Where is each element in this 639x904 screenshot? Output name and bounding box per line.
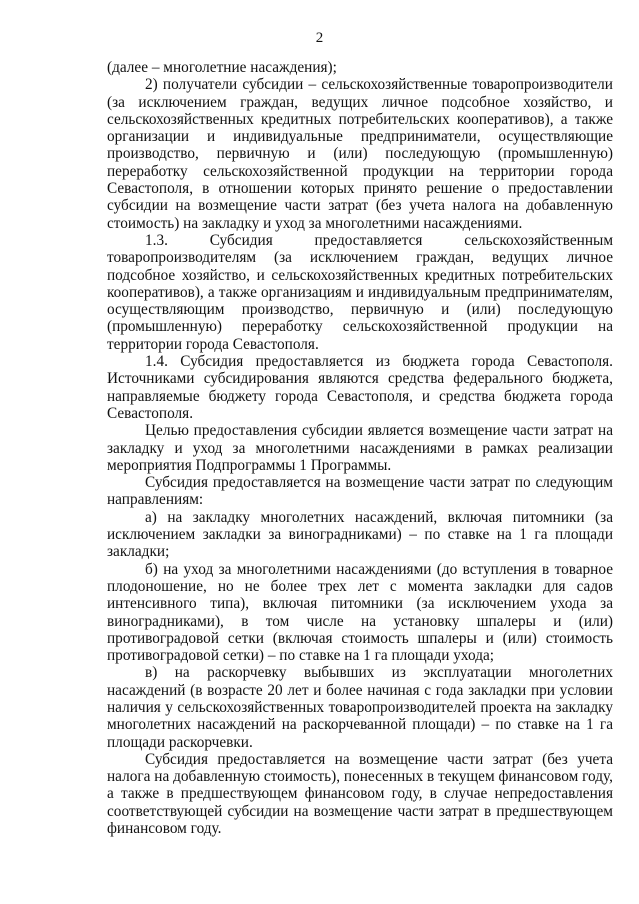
paragraph-1-3: 1.3. Субсидия предоставляется сельскохозяйственным товаропроизводителям (за исключением граждан, ведущих личное подсобное хозяйство, и сельскохозяйственных кредитных потребительских кооперативов), а также организациям и индивидуальным предпринимателям, осуществляющим производство, первичную и (или) последующую (промышленную) переработку сельскохозяйственной продукции на территории города Севастополя.	[107, 231, 613, 353]
paragraph-item-b: б) на уход за многолетними насаждениями (до вступления в товарное плодоношение, но не более трех лет с момента закладки для садов интенсивного типа), включая питомники (за исключением ухода за виноградниками), в том числе на установку шпалеры и (или) противоградовой сетки (включая стоимость шпалеры и (или) стоимость противоградовой сетки) – по ставке на 1 га площади ухода;	[107, 560, 613, 665]
paragraph-item-v: в) на раскорчевку выбывших из эксплуатации многолетних насаждений (в возрасте 20 лет и более начиная с года закладки при условии наличия у сельскохозяйственных товаропроизводителей проекта на закладку многолетних насаждений на раскорчеванной площади) – по ставке на 1 га площади раскорчевки.	[107, 664, 613, 751]
paragraph-period: Субсидия предоставляется на возмещение части затрат (без учета налога на добавленную стоимость), понесенных в текущем финансовом году, а также в предшествующем финансовом году, в случае непредоставления соответствующей субсидии на возмещение части затрат в предшествующем финансовом году.	[107, 750, 613, 838]
paragraph-recipients: 2) получатели субсидии – сельскохозяйственные товаропроизводители (за исключением граждан, ведущих личное подсобное хозяйство, и сельскохозяйственных кредитных потребительских кооперативов), а также организации и индивидуальные предприниматели, осуществляющие производство, первичную и (или) последующую (промышленную) переработку сельскохозяйственной продукции на территории города Севастополя, в отношении которых принято решение о предоставлении субсидии на возмещение части затрат (без учета налога на добавленную стоимость) на закладку и уход за многолетними насаждениями.	[107, 76, 613, 232]
paragraph-purpose: Целью предоставления субсидии является возмещение части затрат на закладку и уход за многолетними насаждениями в рамках реализации мероприятия Подпрограммы 1 Программы.	[107, 422, 613, 474]
paragraph-item-a: а) на закладку многолетних насаждений, включая питомники (за исключением закладки за виноградниками) – по ставке на 1 га площади закладки;	[107, 508, 613, 561]
page-number: 2	[315, 30, 324, 46]
paragraph-directions: Субсидия предоставляется на возмещение части затрат по следующим направлениям:	[107, 474, 613, 509]
paragraph-continuation: (далее – многолетние насаждения);	[107, 59, 337, 76]
paragraph-1-4: 1.4. Субсидия предоставляется из бюджета города Севастополя. Источниками субсидирования являются средства федерального бюджета, направляемые бюджету города Севастополя, и средства бюджета города Севастополя.	[107, 353, 613, 422]
document-body	[107, 59, 613, 837]
